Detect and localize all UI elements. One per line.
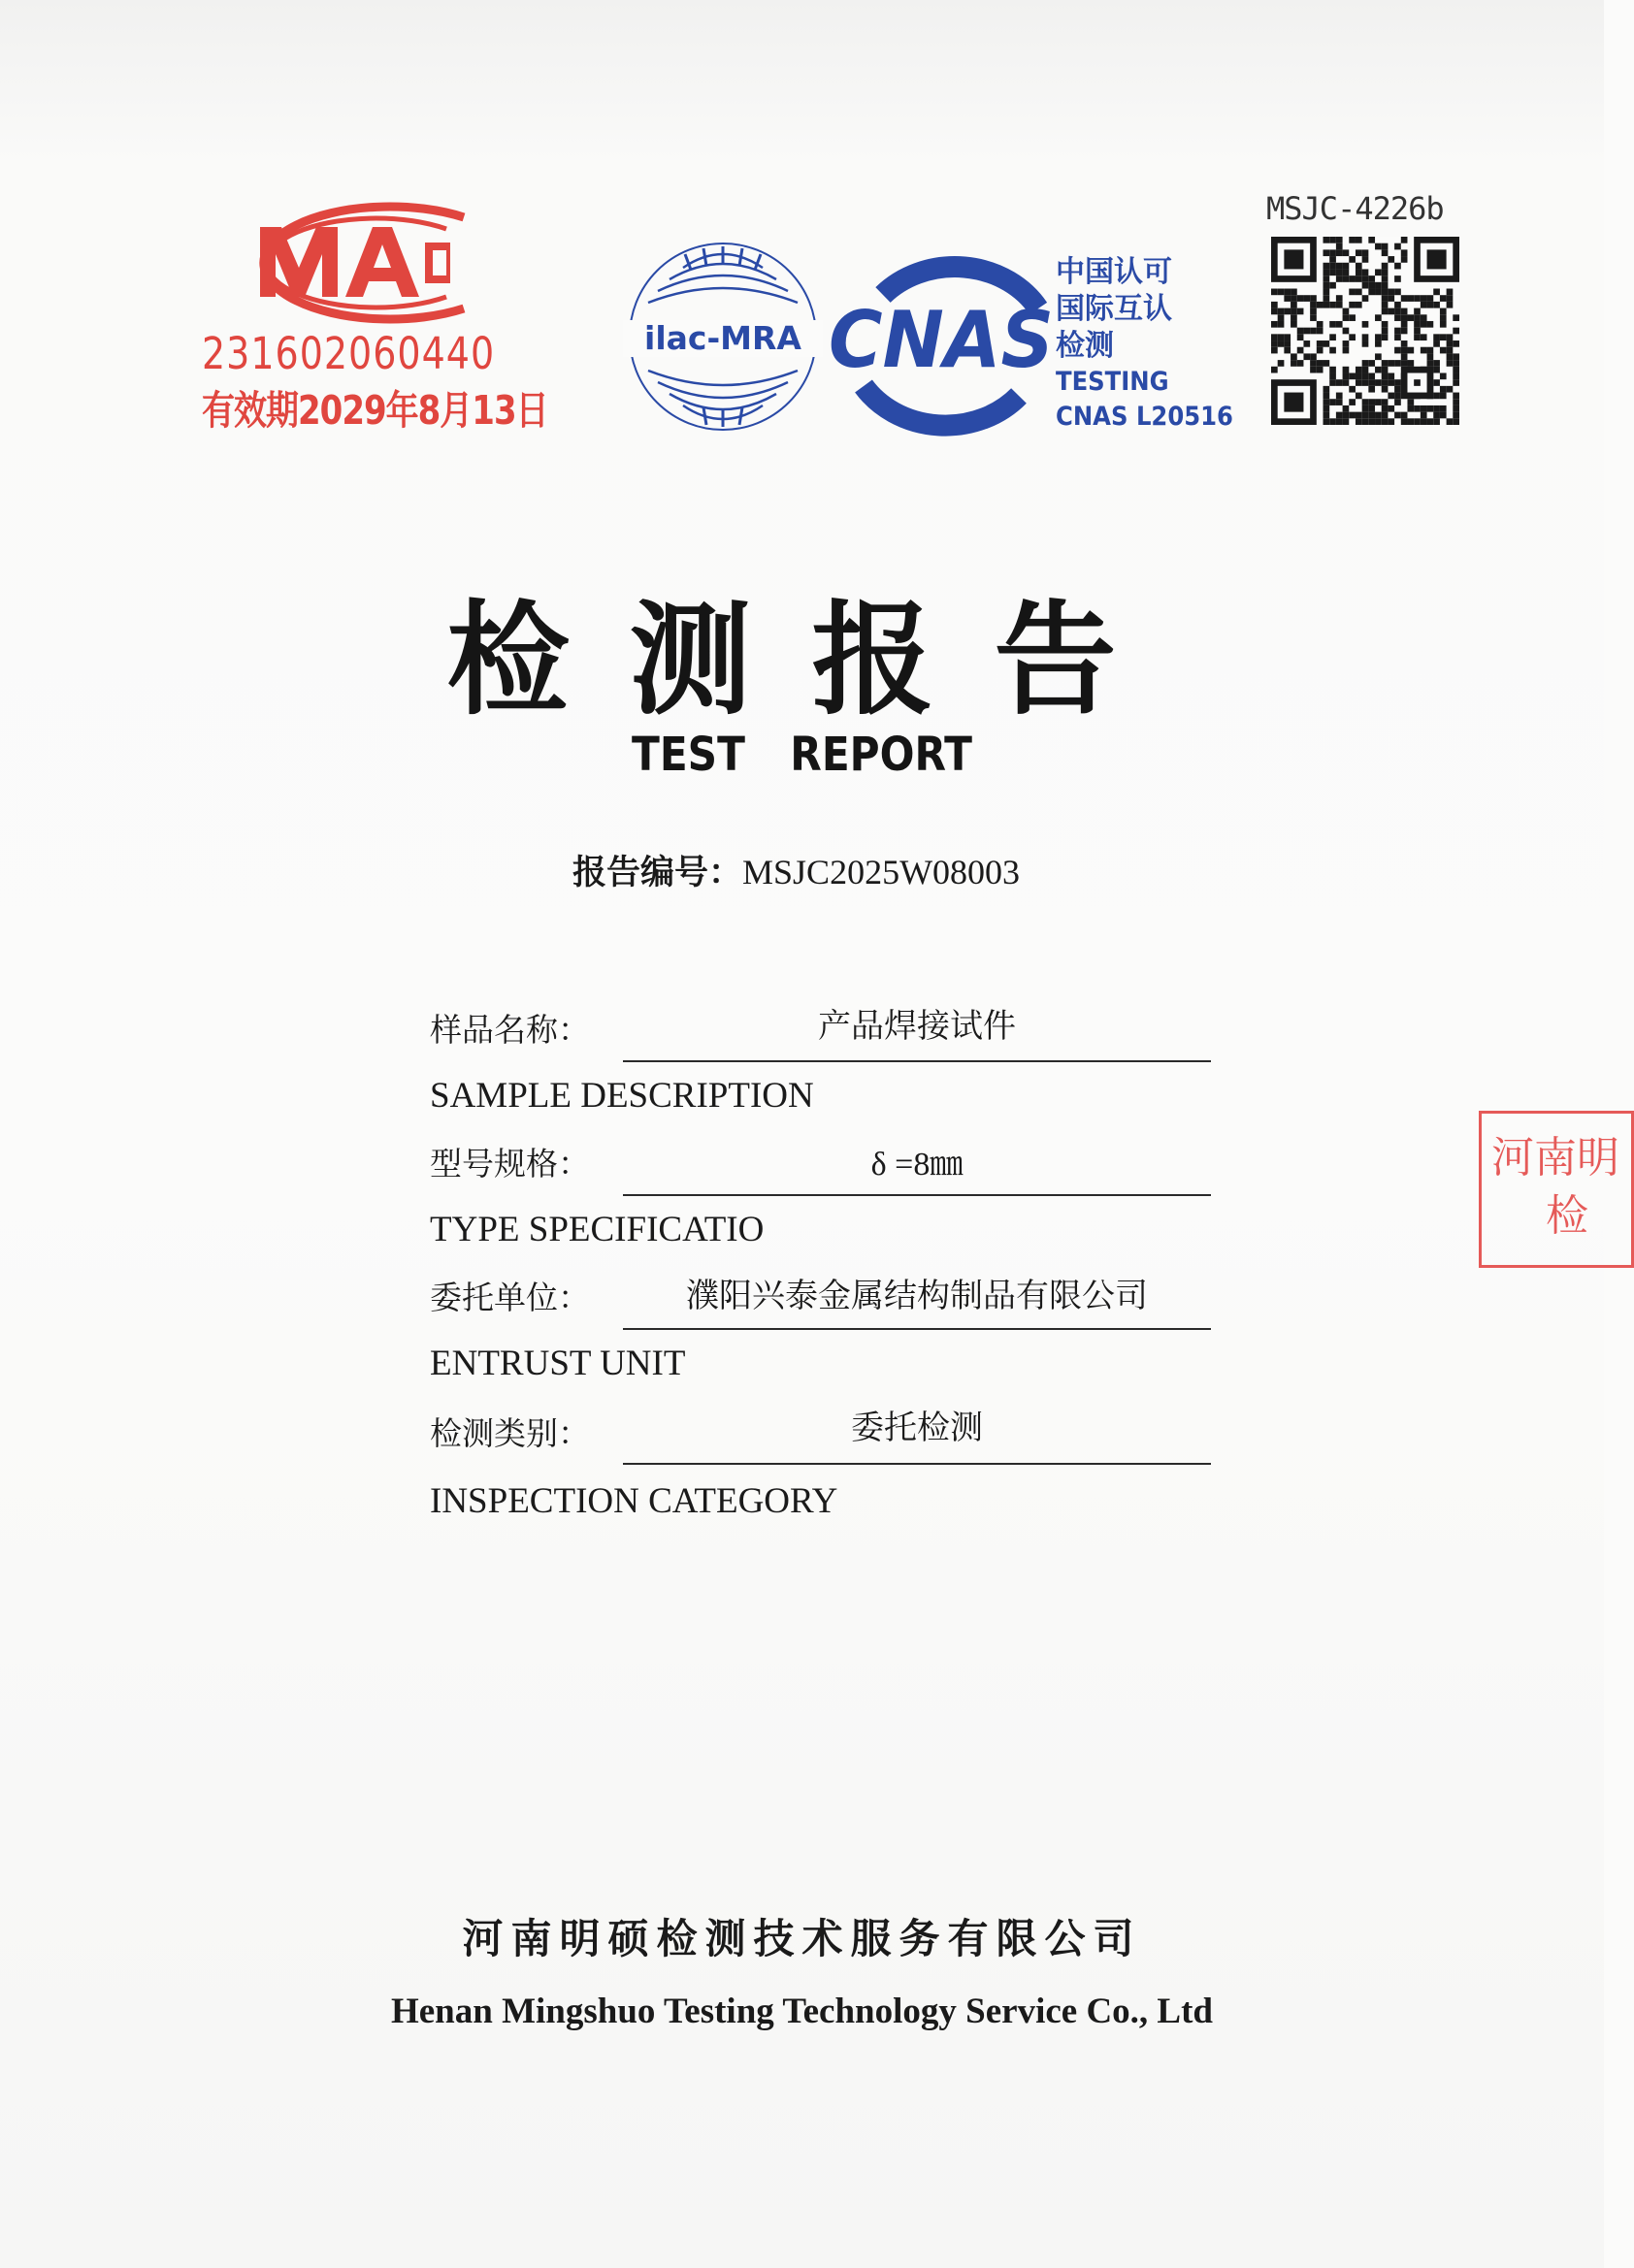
field-underline bbox=[623, 1463, 1211, 1465]
field-label-en: SAMPLE DESCRIPTION bbox=[430, 1076, 814, 1116]
cma-number: 231602060440 bbox=[202, 328, 496, 379]
field-label-en: TYPE SPECIFICATIO bbox=[430, 1210, 765, 1249]
cnas-globe-icon bbox=[825, 250, 1058, 440]
cnas-line: 国际互认 bbox=[1056, 292, 1172, 326]
field-label-en: INSPECTION CATEGORY bbox=[430, 1481, 838, 1521]
seal-text: 河南明 bbox=[1491, 1133, 1619, 1183]
report-title-cn: 检测报告 bbox=[446, 588, 1177, 731]
cma-logo-icon bbox=[221, 200, 503, 326]
cnas-logo bbox=[825, 250, 1058, 440]
report-title-en: TEST REPORT bbox=[632, 728, 972, 782]
seal-text: 检 bbox=[1546, 1191, 1588, 1241]
field-value: 委托检测 bbox=[851, 1409, 983, 1447]
cnas-line: 中国认可 bbox=[1056, 255, 1172, 289]
cnas-accreditation-text bbox=[1056, 254, 1253, 435]
field-value: 产品焊接试件 bbox=[818, 1007, 1016, 1046]
field-label-cn: 样品名称： bbox=[430, 1011, 590, 1049]
ilac-mark: ilac-MRA bbox=[644, 319, 801, 357]
field-label-cn: 检测类别： bbox=[430, 1414, 590, 1452]
cnas-line: TESTING bbox=[1056, 367, 1169, 397]
report-number-value: MSJC2025W08003 bbox=[742, 853, 1021, 891]
field-underline bbox=[623, 1194, 1211, 1196]
cnas-line: CNAS L20516 bbox=[1056, 402, 1233, 432]
field-value: 濮阳兴泰金属结构制品有限公司 bbox=[686, 1277, 1148, 1315]
cma-stamp bbox=[202, 200, 548, 435]
cnas-mark: CNAS bbox=[829, 295, 1054, 385]
field-label-en: ENTRUST UNIT bbox=[430, 1344, 686, 1383]
ilac-globe-icon bbox=[621, 235, 825, 438]
organization-name-en: Henan Mingshuo Testing Technology Service Co., Ltd bbox=[390, 1992, 1214, 2031]
qr-code-icon[interactable] bbox=[1271, 237, 1459, 425]
cma-validity: 有效期2029年8月13日 bbox=[202, 387, 548, 435]
field-label-cn: 委托单位： bbox=[430, 1279, 590, 1316]
qr-code-number: MSJC-4226b bbox=[1266, 190, 1444, 227]
cnas-line: 检测 bbox=[1056, 329, 1114, 363]
field-label-cn: 型号规格： bbox=[430, 1145, 590, 1183]
field-underline bbox=[623, 1060, 1211, 1062]
company-seal-stamp bbox=[1479, 1111, 1634, 1268]
ilac-mra-logo bbox=[621, 235, 825, 438]
report-number-label: 报告编号： bbox=[572, 854, 743, 892]
report-number bbox=[572, 846, 1020, 894]
field-underline bbox=[623, 1328, 1211, 1330]
field-value: δ =8㎜ bbox=[870, 1147, 964, 1183]
organization-name-cn: 河南明硕检测技术服务有限公司 bbox=[462, 1915, 1142, 1962]
